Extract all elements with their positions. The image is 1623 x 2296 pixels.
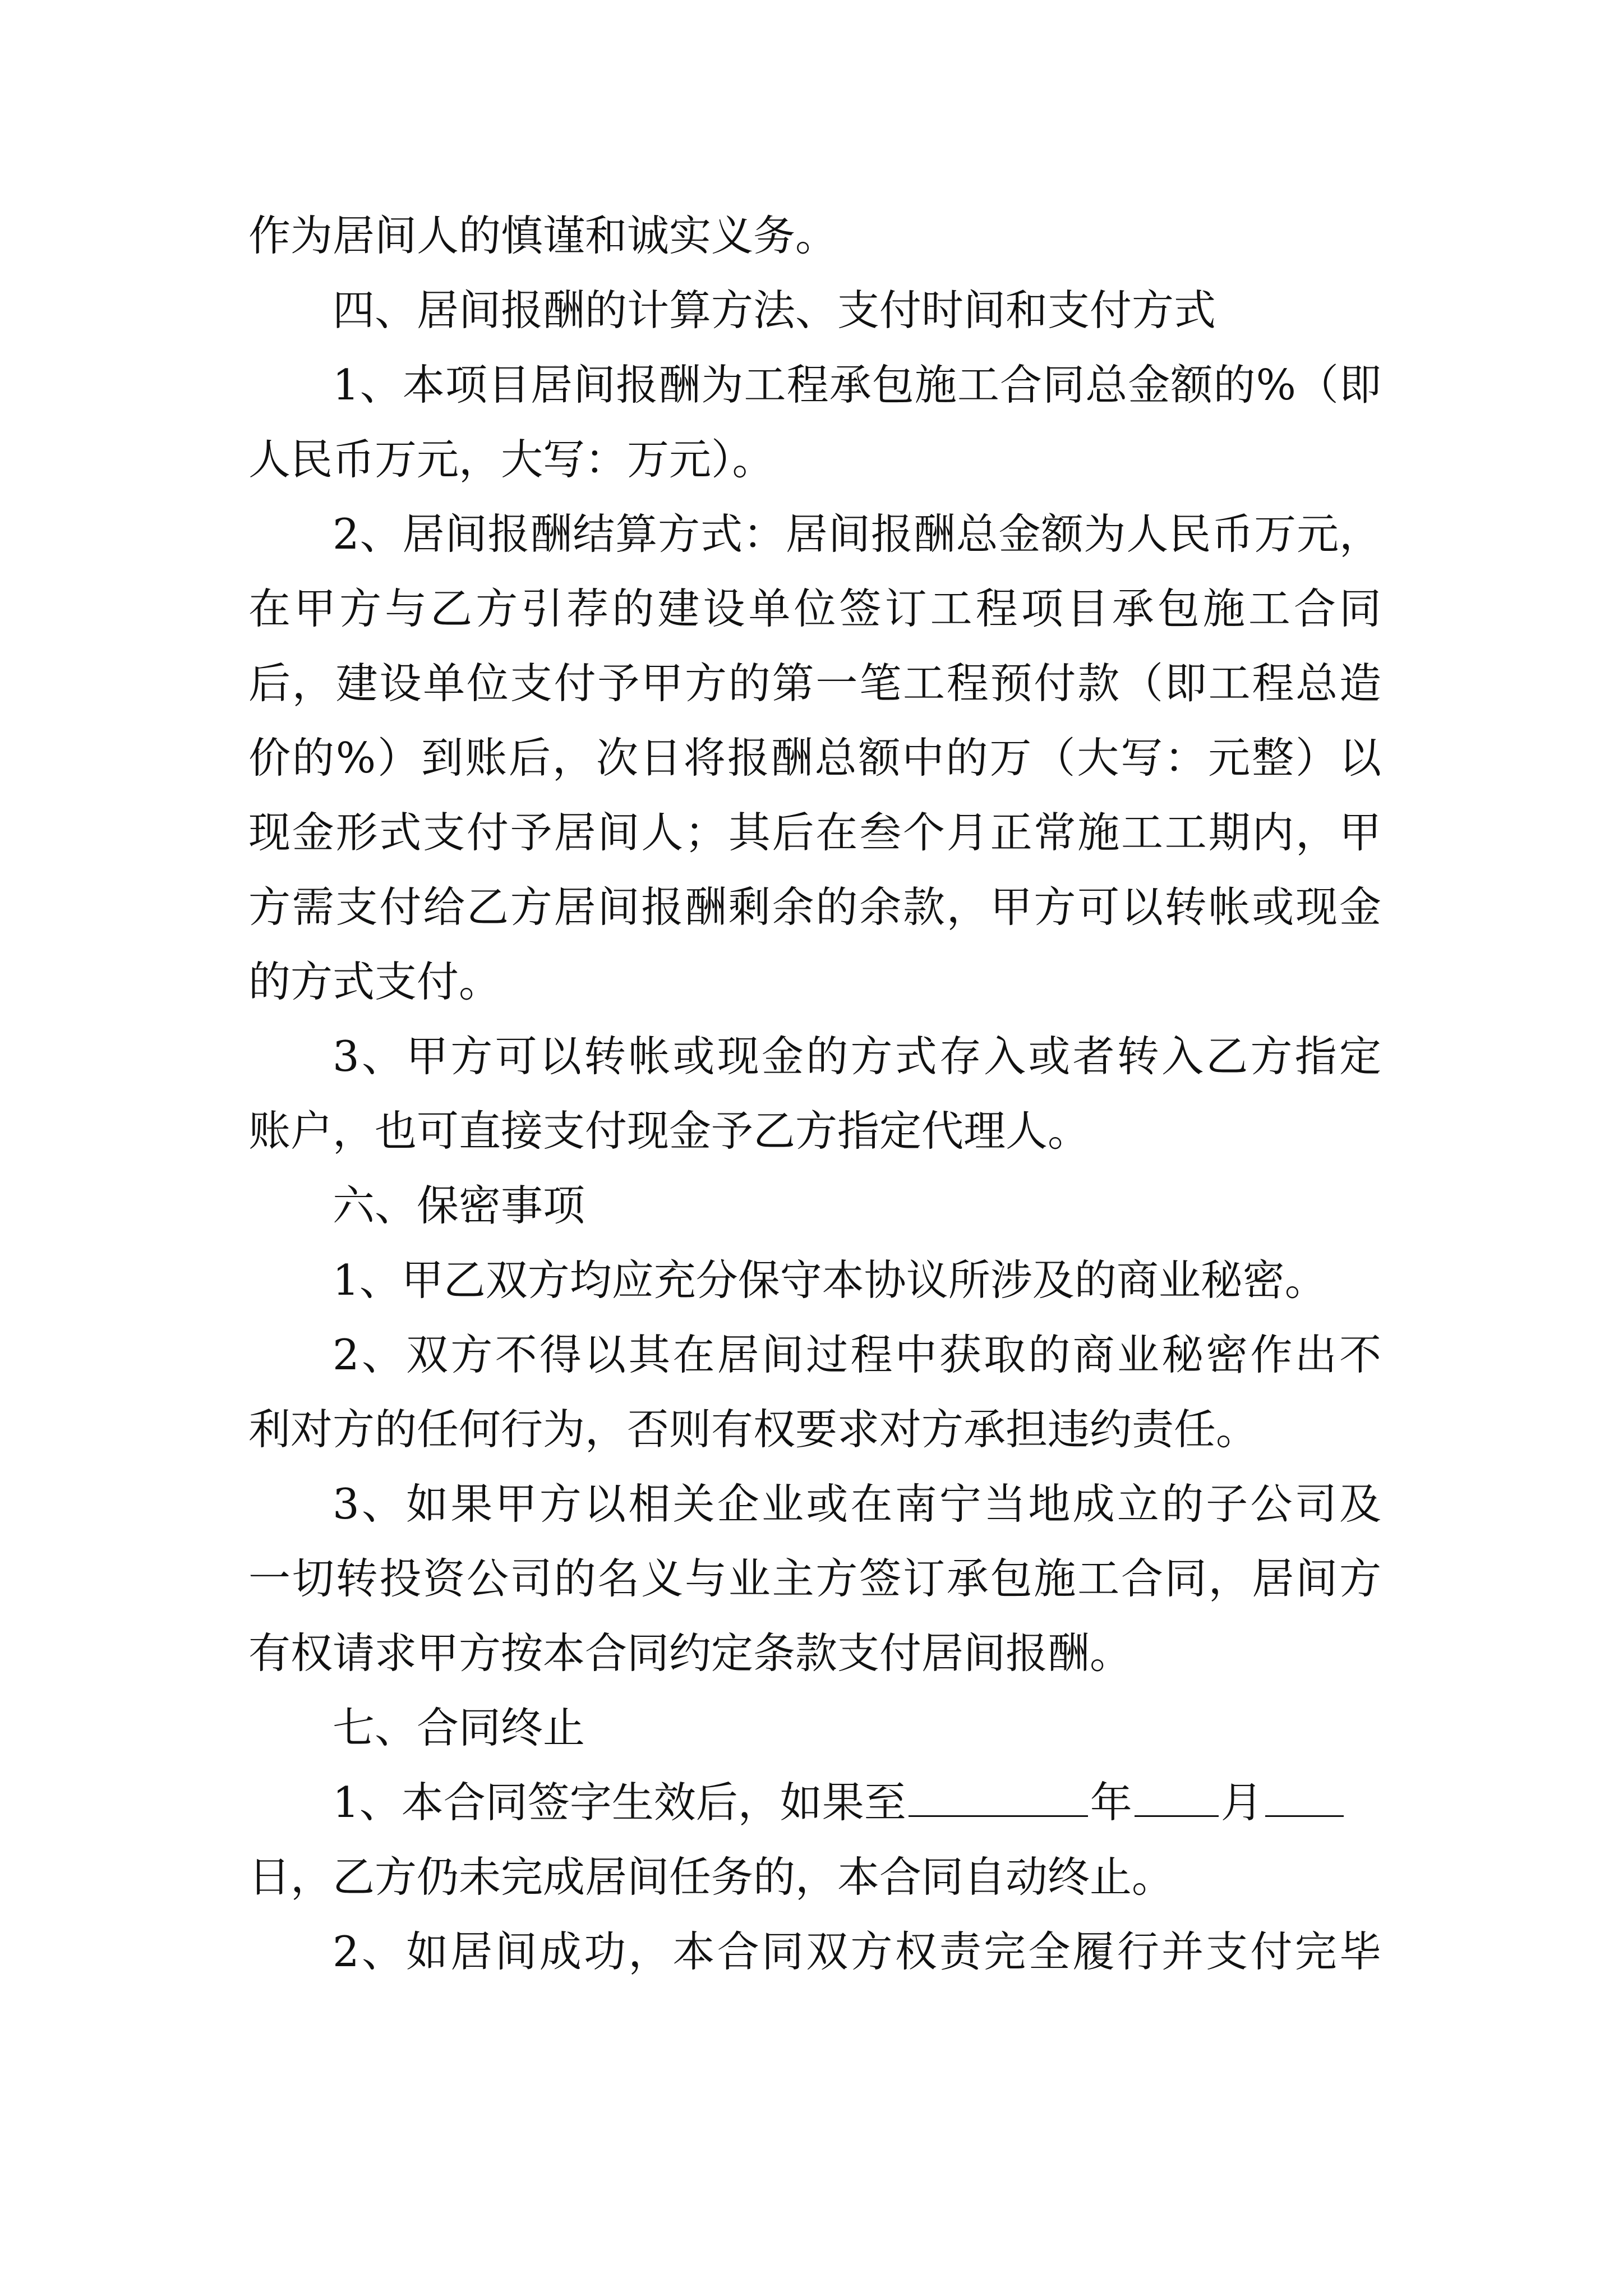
termination-date-line	[333, 1766, 1381, 1839]
year-label: 年	[1090, 1778, 1132, 1827]
paragraph-line: 方需支付给乙方居间报酬剩余的余款，甲方可以转帐或现金	[248, 882, 1381, 932]
paragraph-line: 1、甲乙双方均应充分保守本协议所涉及的商业秘密。	[333, 1255, 1327, 1305]
paragraph-line: 2、如居间成功，本合同双方权责完全履行并支付完毕	[333, 1927, 1381, 1976]
paragraph-line: 2、居间报酬结算方式：居间报酬总金额为人民币万元，	[333, 509, 1381, 559]
paragraph-line: 利对方的任何行为，否则有权要求对方承担违约责任。	[248, 1405, 1258, 1454]
paragraph-line: 的方式支付。	[248, 957, 501, 1006]
section-heading-4: 四、居间报酬的计算方法、支付时间和支付方式	[333, 286, 1216, 335]
paragraph-line: 后，建设单位支付予甲方的第一笔工程预付款（即工程总造	[248, 659, 1381, 708]
paragraph-line: 日，乙方仍未完成居间任务的，本合同自动终止。	[248, 1852, 1174, 1902]
paragraph-line: 3、如果甲方以相关企业或在南宁当地成立的子公司及	[333, 1479, 1381, 1529]
section-heading-6: 六、保密事项	[333, 1181, 585, 1230]
month-label: 月	[1220, 1778, 1263, 1827]
year-blank	[909, 1773, 1088, 1817]
paragraph-line: 价的%）到账后，次日将报酬总额中的万（大写：元整）以	[248, 733, 1381, 783]
paragraph-line: 2、双方不得以其在居间过程中获取的商业秘密作出不	[333, 1330, 1381, 1379]
paragraph-line: 账户，也可直接支付现金予乙方指定代理人。	[248, 1106, 1090, 1156]
paragraph-line: 作为居间人的慎谨和诚实义务。	[248, 211, 838, 260]
month-blank	[1135, 1773, 1219, 1817]
paragraph-line: 1、本项目居间报酬为工程承包施工合同总金额的%（即	[333, 360, 1381, 409]
paragraph-line: 一切转投资公司的名义与业主方签订承包施工合同，居间方	[248, 1554, 1381, 1603]
section-heading-7: 七、合同终止	[333, 1703, 585, 1752]
termination-prefix: 1、本合同签字生效后，如果至	[333, 1778, 906, 1827]
paragraph-line: 在甲方与乙方引荐的建设单位签订工程项目承包施工合同	[248, 584, 1381, 633]
paragraph-line: 3、甲方可以转帐或现金的方式存入或者转入乙方指定	[333, 1032, 1381, 1081]
paragraph-line: 现金形式支付予居间人；其后在叁个月正常施工工期内，甲	[248, 808, 1381, 857]
day-blank	[1265, 1773, 1344, 1817]
paragraph-line: 有权请求甲方按本合同约定条款支付居间报酬。	[248, 1628, 1132, 1678]
paragraph-line: 人民币万元，大写：万元）。	[248, 435, 774, 484]
